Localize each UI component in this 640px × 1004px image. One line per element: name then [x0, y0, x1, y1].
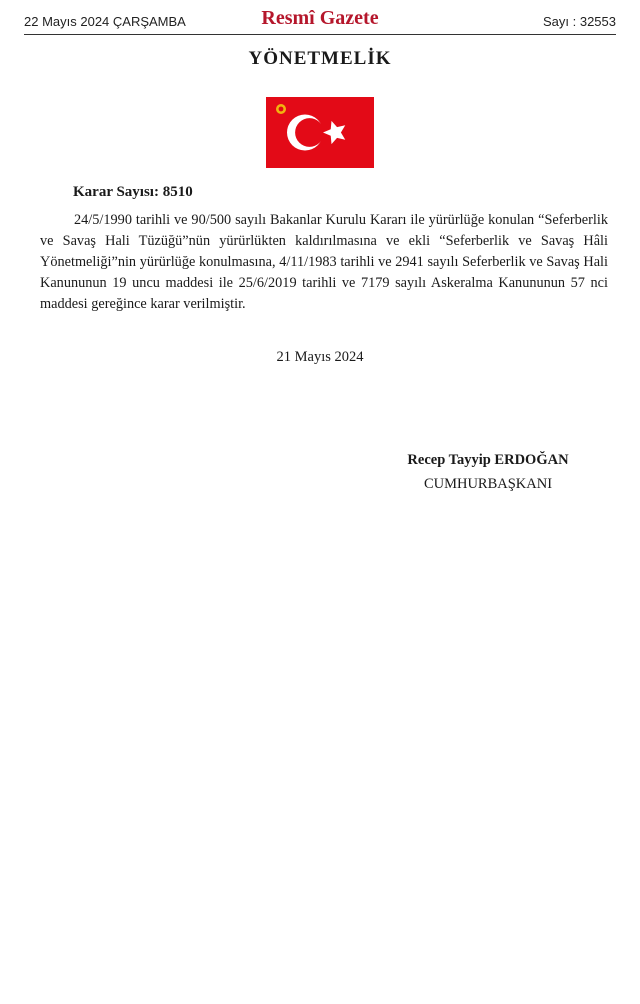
header-date: 22 Mayıs 2024 ÇARŞAMBA: [24, 14, 186, 29]
gazette-header: [24, 6, 616, 35]
decision-number: Karar Sayısı: 8510: [73, 184, 193, 200]
signatory-title: CUMHURBAŞKANI: [423, 476, 553, 492]
section-heading: YÖNETMELİK: [248, 48, 392, 69]
decision-text: 24/5/1990 tarihli ve 90/500 sayılı Bakanlar Kurulu Kararı ile yürürlüğe konulan “Seferberlik ve Savaş Hali Tüzüğü”nün yürürlükten kaldırılmasına ve ekli “Seferberlik ve Savaş Hâli Yönetmeliği”nin yürürlüğe konulmasına, 4/11/1983 tarihli ve 2941 sayılı Seferberlik ve Savaş Hali Kanununun 19 uncu maddesi ile 25/6/2019 tarihli ve 7179 sayılı Askeralma Kanununun 57 nci maddesi gereğince karar verilmiştir.: [40, 212, 608, 312]
signatory-name: Recep Tayyip ERDOĞAN: [407, 452, 569, 468]
turkish-flag-icon: [266, 97, 374, 168]
decision-date: 21 Mayıs 2024: [276, 349, 364, 365]
gazette-title: Resmî Gazete: [261, 7, 379, 29]
issue-number: Sayı : 32553: [543, 14, 616, 29]
